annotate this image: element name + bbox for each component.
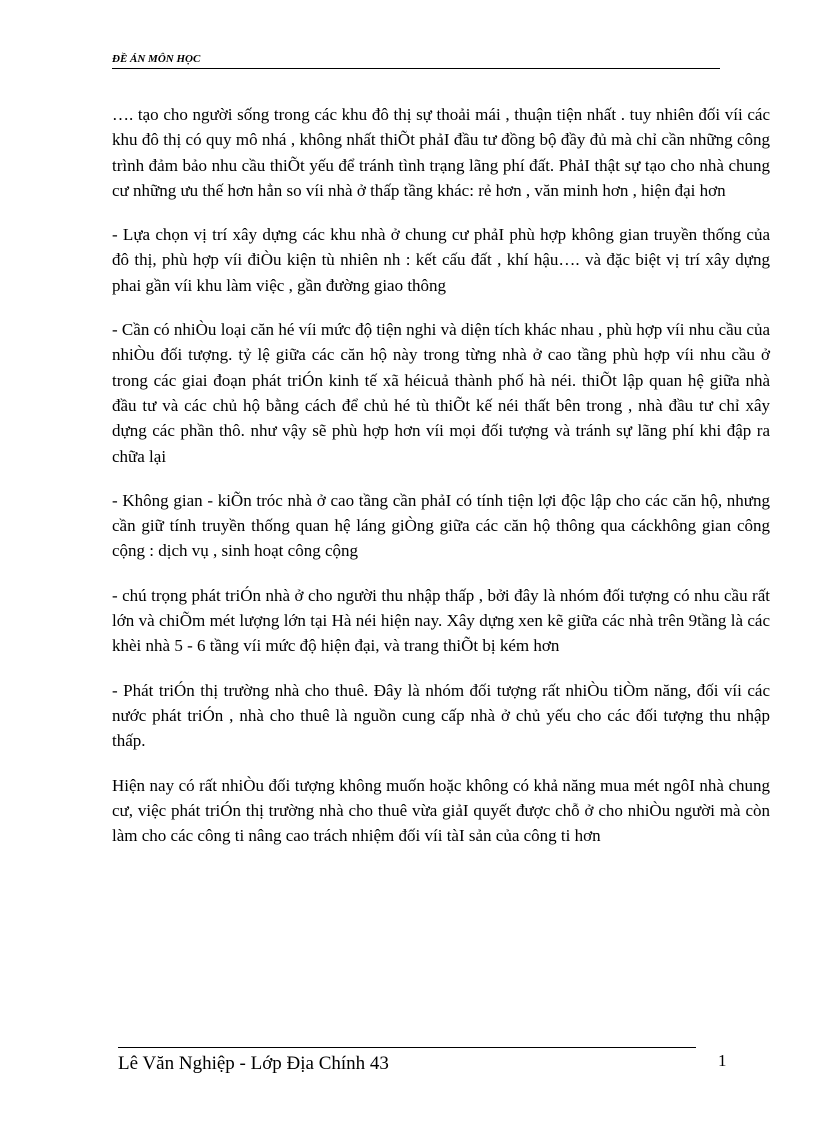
paragraph-5: - chú trọng phát triÓn nhà ở cho người thu nhập thấp , bởi đây là nhóm đối tượng có nhu cầu rất lớn và chiÕm mét lượng lớn tại Hà néi hiện nay. Xây dựng xen kẽ giữa các nhà trên 9tầng là các khèi nhà 5 - 6 tầng víi mức độ hiện đại, và trang thiÕt bị kém hơn xyxy=(112,585,770,656)
document-body xyxy=(112,102,770,867)
header-title: ĐỀ ÁN MÔN HỌC xyxy=(112,53,201,65)
page-header xyxy=(112,49,720,69)
page-number: 1 xyxy=(718,1051,727,1070)
paragraph-6: - Phát triÓn thị trường nhà cho thuê. Đây là nhóm đối tượng rất nhiÒu tiÒm năng, đối víi các nước phát triÓn , nhà cho thuê là nguồn cung cấp nhà ở chủ yếu cho các đối tượng thu nhập thấp. xyxy=(112,680,770,751)
paragraph-1: …. tạo cho người sống trong các khu đô thị sự thoải mái , thuận tiện nhất . tuy nhiên đối víi các khu đô thị có quy mô nhá , không nhất thiÕt phảI đầu tư đồng bộ đầy đủ mà chỉ cần những công trình đảm bảo nhu cầu thiÕt yếu để tránh tình trạng lãng phí đất. PhảI thật sự tạo cho nhà chung cư những ưu thế hơn hẳn so víi nhà ở thấp tầng khác: rẻ hơn , văn minh hơn , hiện đại hơn xyxy=(112,105,770,200)
paragraph-2: - Lựa chọn vị trí xây dựng các khu nhà ở chung cư phảI phù hợp không gian truyền thống của đô thị, phù hợp víi điÒu kiện tù nhiên nh : kết cấu đất , khí hậu…. và đặc biệt vị trí xây dựng phai gần víi khu làm việc , gần đường giao thông xyxy=(112,225,770,295)
paragraph-7: Hiện nay có rất nhiÒu đối tượng không muốn hoặc không có khả năng mua mét ngôI nhà chung cư, việc phát triÓn thị trường nhà cho thuê vừa giảI quyết được chỗ ở cho nhiÒu người mà còn làm cho các công ti nâng cao trách nhiệm đối víi tàI sản của công ti hơn xyxy=(112,775,770,846)
paragraph-4: - Không gian - kiÕn tróc nhà ở cao tầng cần phảI có tính tiện lợi độc lập cho các căn hộ, nhưng cần giữ tính truyền thống quan hệ láng giÒng giữa các căn hộ thông qua cáckhông gian công cộng : dịch vụ , sinh hoạt công cộng xyxy=(112,490,770,561)
paragraph-3: - Cần có nhiÒu loại căn hé víi mức độ tiện nghi và diện tích khác nhau , phù hợp víi nhu cầu của nhiÒu đối tượng. tỷ lệ giữa các căn hộ này trong từng nhà ở cao tầng phù hợp víi nhu cầu ở trong các giai đoạn phát triÓn kinh tế xã héicuả thành phố hà néi. thiÕt lập quan hệ giữa nhà đầu tư và các chủ hộ bằng cách để chủ hé tù thiÕt kế néi thất bên trong , nhà đầu tư chỉ xây dựng các phần thô. như vậy sẽ phù hợp hơn víi mọi đối tượng và tránh sự lãng phí khi đập ra chữa lại xyxy=(112,320,770,466)
footer-author: Lê Văn Nghiệp - Lớp Địa Chính 43 xyxy=(118,1053,389,1074)
footer-divider xyxy=(118,1047,696,1048)
